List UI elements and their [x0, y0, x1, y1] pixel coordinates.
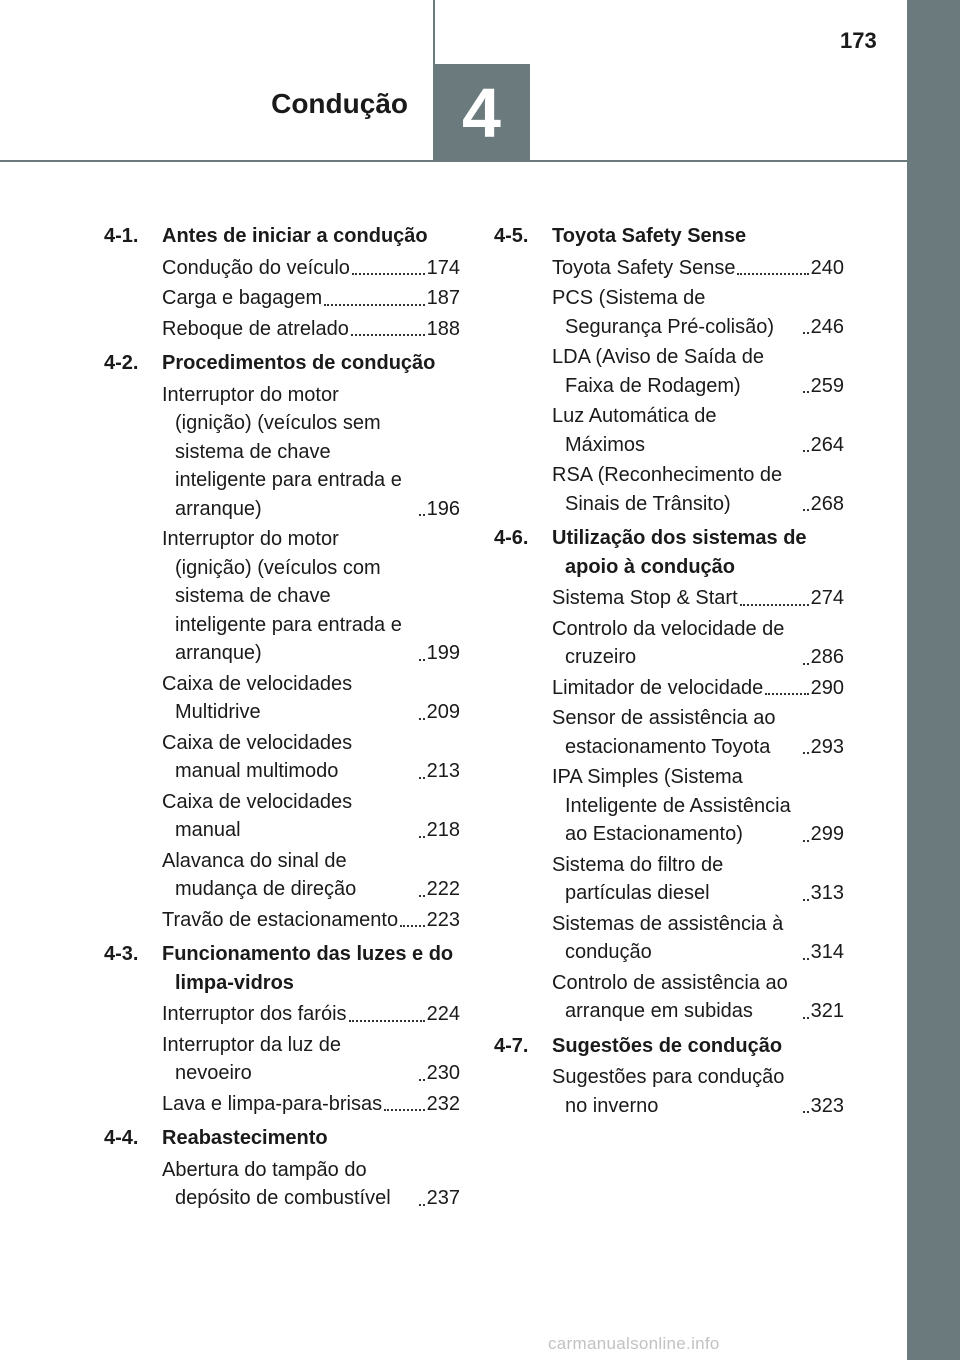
entry-title: Interruptor dos faróis — [162, 1003, 347, 1025]
entry-page-number: 196 — [426, 497, 460, 520]
entry-title: Controlo de assistência ao arranque em subidas — [552, 971, 788, 1022]
section-title: Sugestões de condução — [552, 1034, 783, 1057]
entry-title: Sistemas de assistência à condução — [552, 912, 784, 963]
dot-leader — [803, 450, 809, 452]
toc-entry[interactable] — [162, 525, 460, 668]
entry-page-number: 259 — [810, 374, 844, 397]
entry-title: Controlo da velocidade de cruzeiro — [552, 617, 785, 668]
dot-leader — [803, 663, 809, 665]
dot-leader — [803, 752, 809, 754]
section-number: 4-4. — [104, 1127, 139, 1149]
entry-page-number: 314 — [810, 941, 844, 963]
entry-page-number: 286 — [810, 646, 844, 668]
toc-entry[interactable] — [552, 851, 844, 908]
dot-leader — [419, 777, 425, 779]
dot-leader — [803, 1017, 809, 1019]
section-title: Utilização dos sistemas de apoio à condução — [552, 527, 807, 578]
entry-page-number: 290 — [810, 676, 844, 699]
dot-leader — [737, 273, 808, 275]
entry-title: Sugestões para condução no inverno — [552, 1066, 785, 1117]
dot-leader — [419, 836, 425, 838]
entry-title: Interruptor do motor (ignição) (veículos com sistema de chave inteligente para entrada e arranque) — [162, 528, 402, 664]
section-title: Funcionamento das luzes e do limpa-vidros — [162, 943, 454, 994]
toc-left-column — [104, 222, 460, 1219]
section-number: 4-2. — [104, 352, 139, 374]
entry-title: Interruptor do motor (ignição) (veículos sem sistema de chave inteligente para entrada e arranque) — [162, 383, 402, 520]
chapter-title: Condução — [271, 88, 408, 119]
entry-title: Limitador de velocidade — [552, 676, 764, 699]
dot-leader — [803, 1111, 809, 1113]
toc-entry[interactable] — [162, 788, 460, 845]
dot-leader — [803, 509, 809, 511]
dot-leader — [419, 718, 425, 720]
page-number: 173 — [840, 28, 877, 53]
entry-title: Alavanca do sinal de mudança de direção — [162, 849, 357, 900]
toc-section — [104, 349, 460, 934]
toc-entry[interactable] — [162, 381, 460, 524]
toc-entry[interactable] — [552, 402, 844, 459]
entry-page-number: 222 — [426, 878, 460, 900]
dot-leader — [419, 514, 425, 516]
section-number: 4-5. — [494, 225, 529, 247]
entry-page-number: 187 — [426, 287, 460, 309]
section-number: 4-6. — [494, 527, 529, 549]
toc-entry[interactable] — [552, 343, 844, 400]
section-title: Toyota Safety Sense — [552, 225, 747, 247]
entry-page-number: 264 — [810, 433, 844, 456]
entry-page-number: 246 — [810, 315, 844, 338]
entry-page-number: 293 — [810, 735, 844, 758]
entry-title: Toyota Safety Sense — [552, 256, 736, 279]
toc-section — [104, 222, 460, 343]
section-heading[interactable] — [104, 940, 460, 997]
entry-page-number: 199 — [426, 642, 460, 664]
chapter-sidebar-tab — [907, 0, 960, 1360]
entry-page-number: 188 — [426, 317, 460, 340]
entry-page-number: 213 — [426, 760, 460, 782]
toc-entry[interactable] — [552, 674, 844, 703]
dot-leader — [351, 334, 425, 336]
dot-leader — [419, 895, 425, 897]
toc-entry[interactable] — [552, 284, 844, 341]
entry-page-number: 299 — [810, 823, 844, 845]
toc-section — [494, 222, 844, 518]
dot-leader — [419, 659, 425, 661]
toc-entry[interactable] — [552, 254, 844, 283]
entry-title: PCS (Sistema de Segurança Pré-colisão) — [552, 287, 774, 338]
section-number: 4-1. — [104, 225, 139, 247]
section-heading[interactable] — [104, 1124, 460, 1153]
section-title: Antes de iniciar a condução — [162, 225, 428, 247]
dot-leader — [349, 1020, 425, 1022]
dot-leader — [419, 1079, 425, 1081]
entry-title: IPA Simples (Sistema Inteligente de Assistência ao Estacionamento) — [552, 766, 791, 845]
entry-page-number: 313 — [810, 882, 844, 904]
entry-page-number: 174 — [426, 256, 460, 279]
toc-entry[interactable] — [552, 461, 844, 518]
entry-title: Sensor de assistência ao estacionamento Toyota — [552, 707, 776, 758]
toc-entry[interactable] — [162, 1156, 460, 1213]
entry-title: Carga e bagagem — [162, 287, 323, 309]
entry-page-number: 232 — [426, 1092, 460, 1115]
dot-leader — [765, 693, 808, 695]
section-heading[interactable] — [104, 349, 460, 378]
section-heading[interactable] — [494, 524, 844, 581]
toc-entry[interactable] — [162, 1090, 460, 1119]
entry-page-number: 321 — [810, 1000, 844, 1022]
entry-title: Caixa de velocidades manual multimodo — [162, 731, 353, 782]
section-heading[interactable] — [494, 1032, 844, 1061]
entry-page-number: 209 — [426, 701, 460, 723]
toc-entry[interactable] — [162, 670, 460, 727]
entry-page-number: 223 — [426, 908, 460, 931]
entry-title: Interruptor da luz de nevoeiro — [162, 1033, 341, 1084]
entry-title: Sistema do filtro de partículas diesel — [552, 853, 724, 904]
toc-entry[interactable] — [552, 584, 844, 613]
dot-leader — [803, 391, 809, 393]
toc-section — [494, 524, 844, 1026]
toc-entry[interactable] — [552, 704, 844, 761]
entry-title: Caixa de velocidades manual — [162, 790, 353, 841]
entry-title: LDA (Aviso de Saída de Faixa de Rodagem) — [552, 346, 764, 397]
toc-entry[interactable] — [552, 910, 844, 967]
section-number: 4-3. — [104, 943, 139, 965]
watermark: carmanualsonline.info — [548, 1334, 720, 1353]
toc-right-column — [494, 222, 844, 1126]
dot-leader — [803, 958, 809, 960]
entry-title: Lava e limpa-para-brisas — [162, 1092, 383, 1115]
toc-section — [494, 1032, 844, 1121]
entry-title: Caixa de velocidades Multidrive — [162, 672, 353, 723]
entry-title: Condução do veículo — [162, 256, 350, 279]
toc-entry[interactable] — [162, 284, 460, 313]
toc-entry[interactable] — [552, 1063, 844, 1120]
toc-entry[interactable] — [162, 315, 460, 344]
entry-title: Luz Automática de Máximos — [552, 405, 717, 456]
entry-title: Reboque de atrelado — [162, 317, 349, 340]
entry-title: Sistema Stop & Start — [552, 587, 738, 609]
section-heading[interactable] — [494, 222, 844, 251]
dot-leader — [324, 304, 425, 306]
entry-page-number: 240 — [810, 256, 844, 279]
toc-entry[interactable] — [552, 615, 844, 672]
entry-page-number: 237 — [426, 1187, 460, 1209]
toc-entry[interactable] — [162, 1000, 460, 1029]
section-title: Reabastecimento — [162, 1127, 328, 1149]
entry-page-number: 268 — [810, 492, 844, 515]
entry-title: RSA (Reconhecimento de Sinais de Trânsito) — [552, 464, 783, 515]
dot-leader — [419, 1204, 425, 1206]
toc-entry[interactable] — [162, 729, 460, 786]
toc-entry[interactable] — [162, 847, 460, 904]
dot-leader — [803, 840, 809, 842]
entry-page-number: 218 — [426, 819, 460, 841]
dot-leader — [352, 273, 425, 275]
toc-entry[interactable] — [162, 254, 460, 283]
entry-title: Travão de estacionamento — [162, 908, 399, 931]
dot-leader — [384, 1109, 425, 1111]
toc-entry[interactable] — [552, 763, 844, 849]
header-vertical-rule — [433, 0, 435, 64]
dot-leader — [400, 925, 425, 927]
chapter-number: 4 — [462, 73, 501, 152]
dot-leader — [740, 604, 809, 606]
entry-page-number: 224 — [426, 1003, 460, 1025]
entry-page-number: 323 — [810, 1094, 844, 1117]
dot-leader — [803, 332, 809, 334]
toc-entry[interactable] — [162, 906, 460, 935]
entry-title: Abertura do tampão do depósito de combustível — [162, 1158, 391, 1209]
toc-entry[interactable] — [552, 969, 844, 1026]
section-heading[interactable] — [104, 222, 460, 251]
toc-section — [104, 940, 460, 1118]
chapter-number-box — [433, 64, 530, 161]
toc-entry[interactable] — [162, 1031, 460, 1088]
section-number: 4-7. — [494, 1034, 529, 1057]
section-title: Procedimentos de condução — [162, 352, 436, 374]
entry-page-number: 230 — [426, 1062, 460, 1084]
toc-section — [104, 1124, 460, 1213]
dot-leader — [803, 899, 809, 901]
entry-page-number: 274 — [810, 587, 844, 609]
